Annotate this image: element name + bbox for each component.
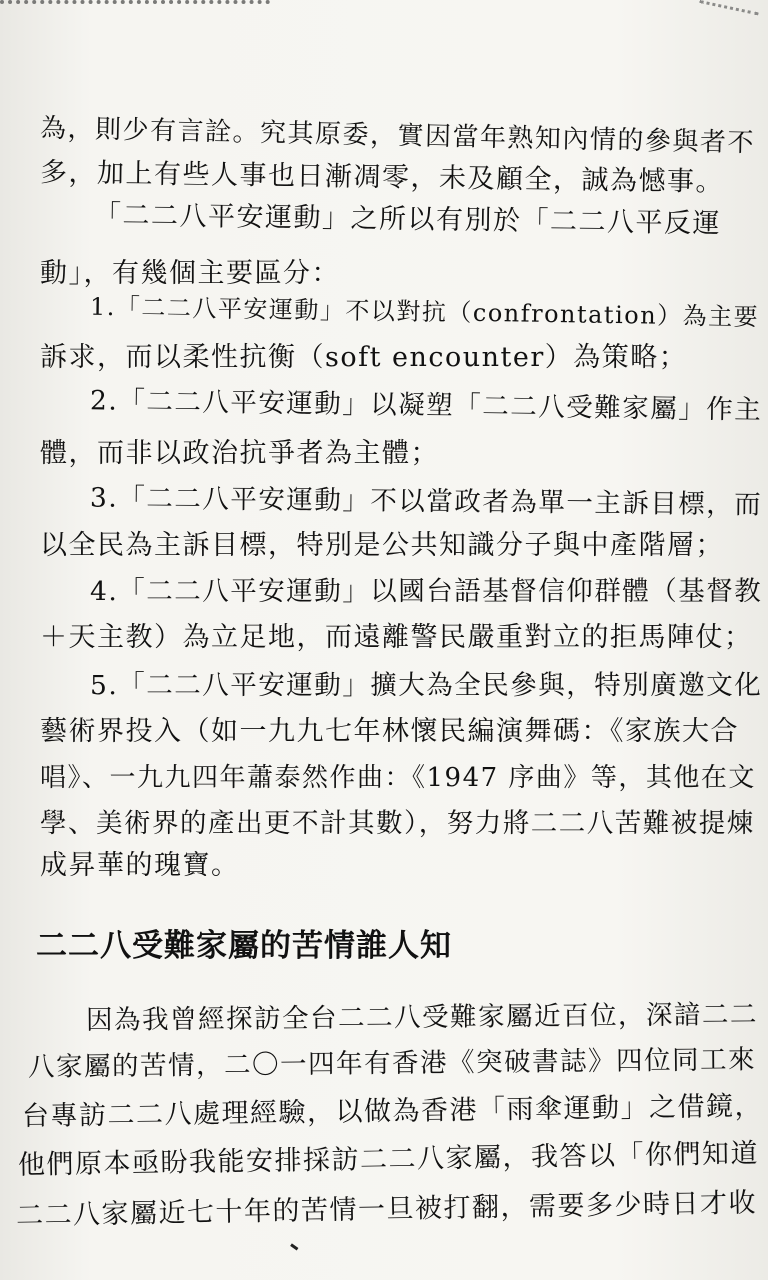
paragraph-line: 唱》、一九九四年蕭泰然作曲：《1947 序曲》等，其他在文: [40, 763, 756, 793]
section-line: 因為我曾經探訪全台二二八受難家屬近百位，深諳二二: [85, 999, 759, 1036]
paragraph-line: ＋天主教）為立足地，而遠離警民嚴重對立的拒馬陣仗；: [40, 622, 753, 653]
paragraph-line: 成昇華的瑰寶。: [40, 850, 240, 881]
paragraph-line: 多，加上有些人事也日漸凋零，未及顧全，誠為憾事。: [39, 157, 725, 198]
paragraph-line: 1.「二二八平安運動」不以對抗（confrontation）為主要: [89, 292, 760, 332]
paragraph-line: 訴求，而以柔性抗衡（soft encounter）為策略；: [40, 342, 688, 373]
paragraph-line: 「二二八平安運動」之所以有別於「二二八平反運: [93, 199, 722, 240]
punctuation-mark: [290, 1239, 302, 1251]
page-edge-dots-right: [696, 0, 758, 29]
paragraph-line: 動」，有幾個主要區分：: [40, 258, 340, 289]
paragraph-line: 3.「二二八平安運動」不以當政者為單一主訴目標，而: [89, 482, 763, 521]
section-line: 二二八家屬近七十年的苦情一旦被打翻，需要多少時日才收: [15, 1187, 758, 1232]
section-line: 八家屬的苦情，二〇一四年有香港《突破書誌》四位同工來: [27, 1044, 757, 1083]
page-edge-dots: [0, 0, 270, 18]
paragraph-line: 以全民為主訴目標，特別是公共知識分子與中產階層；: [40, 530, 724, 561]
paragraph-line: 藝術界投入（如一九九七年林懷民編演舞碼：《家族大合: [40, 716, 739, 747]
paragraph-line: 體，而非以政治抗爭者為主體；: [40, 438, 439, 469]
paragraph-line: 為，則少有言詮。究其原委，實因當年熟知內情的參與者不: [39, 113, 756, 159]
paragraph-line: 4.「二二八平安運動」以國台語基督信仰群體（基督教: [90, 576, 763, 607]
paragraph-line: 2.「二二八平安運動」以凝塑「二二八受難家屬」作主: [89, 385, 763, 426]
section-line: 台專訪二二八處理經驗，以做為香港「雨傘運動」之借鏡，: [21, 1090, 764, 1133]
paragraph-line: 學、美術界的產出更不計其數），努力將二二八苦難被提煉: [40, 808, 755, 839]
section-heading: 二二八受難家屬的苦情誰人知: [36, 928, 452, 964]
paragraph-line: 5.「二二八平安運動」擴大為全民參與，特別廣邀文化: [90, 670, 763, 701]
section-line: 他們原本亟盼我能安排採訪二二八家屬，我答以「你們知道: [17, 1138, 760, 1181]
